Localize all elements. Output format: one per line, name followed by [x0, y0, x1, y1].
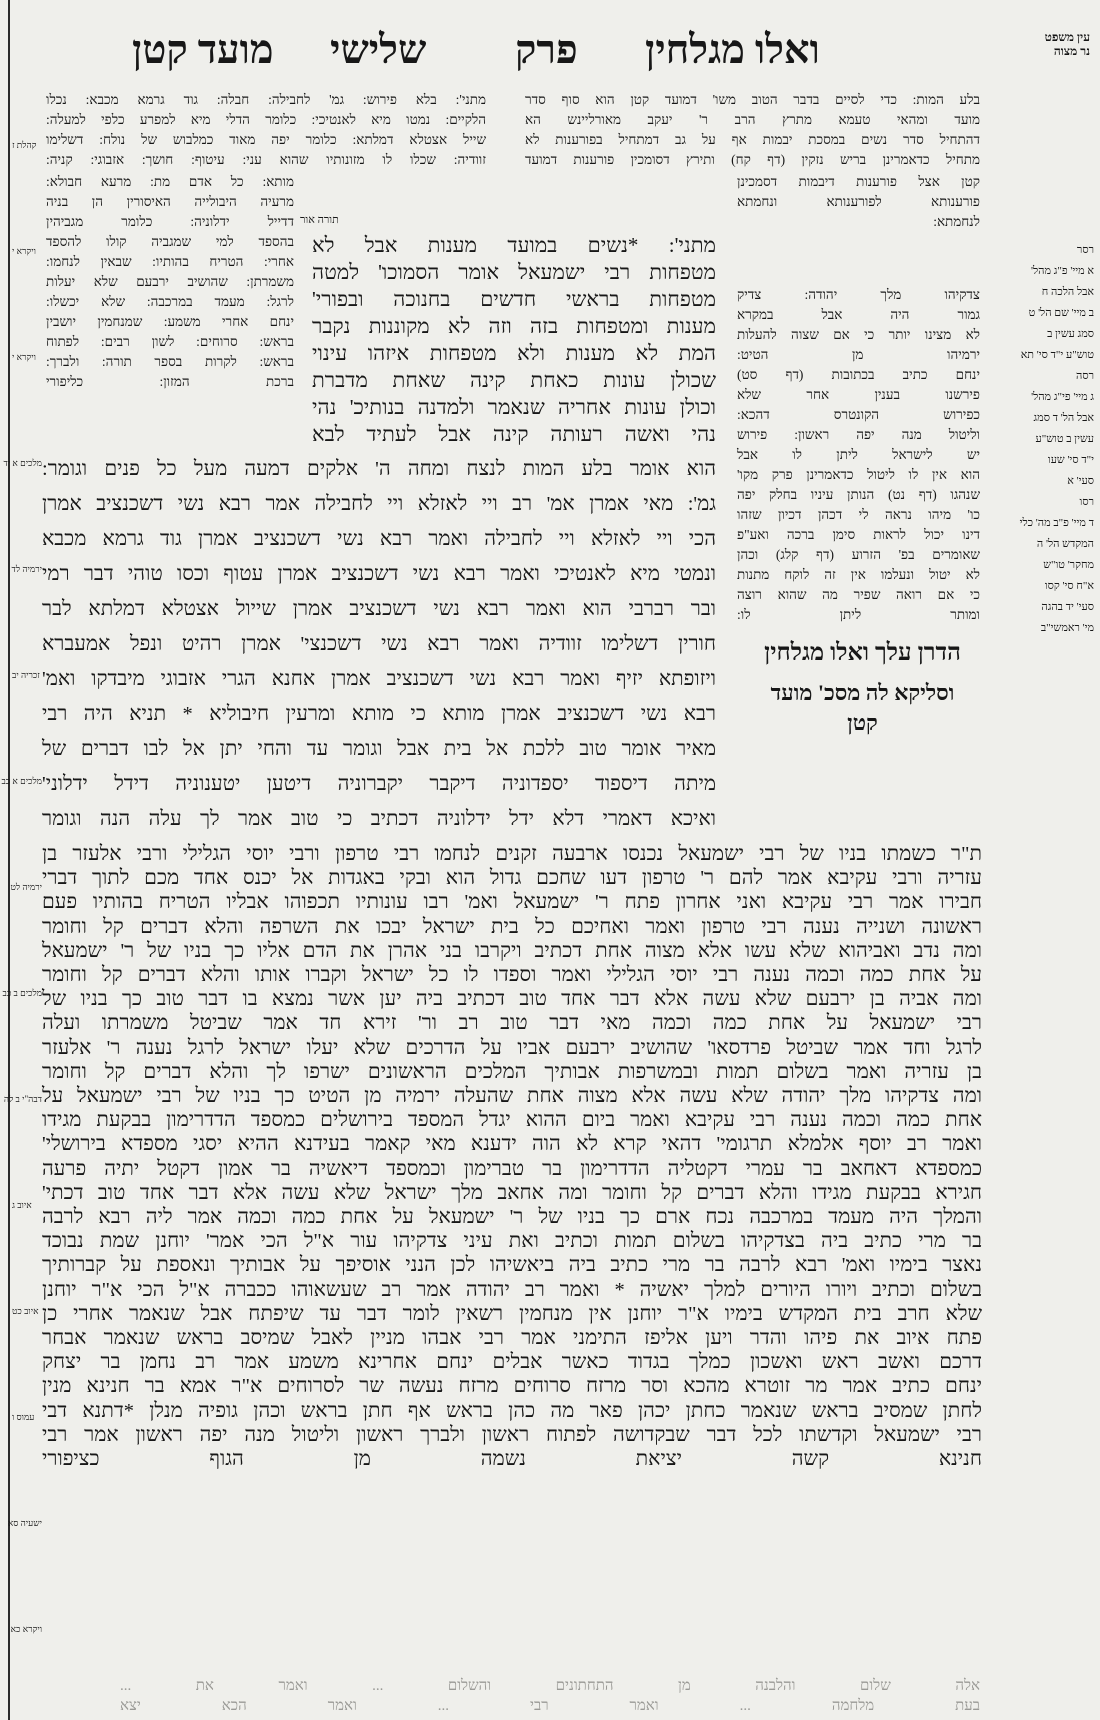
text-line: מטפחות בראשי חדשים בחנוכה ובפורי': [312, 287, 716, 311]
text-line: קטן אצל פורענות דיבמות דסמכינן: [737, 174, 980, 189]
text-line: לרגל וחד אמר שביטל פרדסאו' שהושיב ירבעם אביו על הדרכים שלא יעלו ישראל לרגל נענה ר' אלעזר: [42, 1036, 982, 1059]
text-line: ויקרא י: [12, 352, 36, 362]
text-line: הוא אומר בלע המות לנצח ומחה ה' אלקים דמעה מעל כל פנים וגומר:: [42, 458, 716, 480]
text-line: דינו יכול לראות סימן ברכה ואע"פ: [737, 527, 980, 542]
text-line: דבה"י ב לה: [3, 1094, 42, 1104]
text-line: יש לישראל ליתן לו אבל: [737, 447, 980, 462]
torah-or-label: תורה אור: [300, 214, 339, 226]
text-line: צדקיהו מלך יהודה: צדיק: [737, 287, 980, 302]
text-line: נר מצוה: [1053, 44, 1090, 58]
text-line: לרגל: מעמד במרכבה: שלא יכשלו:: [46, 294, 294, 309]
text-line: חנינא קשה יציאת נשמה מן הגוף כציפורי: [42, 1448, 982, 1471]
text-line: מלכים ב כב: [2, 988, 42, 998]
text-line: בהספד למי שמגביה קולו להספד: [46, 234, 294, 249]
text-line: מלכים א כב: [1, 776, 42, 786]
text-line: איוב כט: [12, 1306, 39, 1316]
text-line: זכריה יב: [12, 670, 40, 680]
text-line: כו' מיהו נראה לי דכהן דכיון שזהו: [737, 507, 980, 522]
text-line: רבא נשי דשכנציב אמרן מותא כי מותא ומרעין חיבוליא * תניא היה רבי: [42, 703, 716, 725]
text-line: דדייל ידלוניה: כלומר מגביהין: [46, 214, 294, 229]
text-line: בשלום וכתיב ויורו היורים למלך יאשיה * ואמר רב יהודה אמר רב שעשאוהו ככברה א"ל הכי א"ר יוחנן: [42, 1278, 982, 1301]
text-line: כמספדא דאחאב בר עמרי דקטליה הדדרימון בר טברימון וכמספד דיאשיה בר אמון דקטל יתיה פרעה: [42, 1157, 982, 1180]
text-line: לנחמתא:: [933, 214, 980, 229]
text-line: בעת מלחמה ... ואמר רבי ... ואמר הכא יצא: [120, 1698, 980, 1714]
text-line: א"ח סי' קסו: [1044, 580, 1094, 592]
text-line: בן עזריה ואמר בשלום תמות ובמשרפות אבותיך המלכים הראשונים ישרפו לך והלא דברים קל וחומר: [42, 1060, 982, 1083]
text-line: מועד ומהאי טעמא מתרץ הרב ר' יעקב מאורליינש הא: [525, 112, 980, 127]
torah-or-references: [1, 92, 42, 1682]
text-line: מלכים א יד: [3, 458, 42, 468]
text-line: ומה אביה בן ירבעם שלא עשה אלא דבר אחד טוב דכתיב ביה יען אשר נמצא בו דבר טוב כך בניו של: [42, 988, 982, 1011]
text-line: לחתן שמסיב בראש שנאמר כחתן יכהן פאר מה כהן בראש אף חתן בראש וכהן גופיה מנלן *דתנא דבי: [42, 1399, 982, 1422]
text-line: כפירוש הקונטרס דהכא:: [737, 407, 980, 422]
text-line: איוב ג: [12, 1200, 32, 1210]
text-line: ראשונה ושנייה נענה רבי טרפון ואמר ואחיכם כל בית ישראל יבכו את השרפה והלא דברים קל וחומר: [42, 915, 982, 938]
text-line: גמ': מאי אמרן אמ' רב ויי לאזלא ויי לחבילה אמר רבא נשי דשכנציב אמרן: [42, 493, 716, 515]
text-line: שנהגו (דף נט) הנותן עיניו בחלק יפה: [737, 487, 980, 502]
text-line: מתחיל כדאמרינן בריש נזקין (דף קח) ותירץ דסומכין פורענות דמועד: [525, 152, 980, 167]
gemara-upper-text: [42, 452, 716, 837]
text-line: ואיכא דאמרי דלא ידל ידלוניה דכתיב כי טוב אמר לך עלה הנה וגומר: [42, 808, 716, 830]
text-line: פתח איוב את פיהו והדר ויען אליפז התימני אמר רבי אבהו מניין לאבל שמיסב בראש שנאמר אבחר: [42, 1327, 982, 1350]
text-line: רסה: [1076, 370, 1094, 382]
left-commentary-top: [46, 90, 486, 170]
text-line: אבל הל' ד סמג: [1033, 412, 1094, 424]
text-line: אחרי: הטריח בהותיו: שבאין לנחמו:: [46, 254, 294, 269]
text-line: גמור היה אבל במקרא: [737, 307, 980, 322]
text-line: דהתחיל סדר נשים במסכת יבמות אף על גב דמתחיל בפורענות לא: [525, 132, 980, 147]
tractate-completion-line-end: קטן: [847, 710, 878, 735]
text-line: ואמר רב יוסף אלמלא תרגומי' דהאי קרא לא הוה ידענא מאי קאמר בעידנא ההיא יסגי מספדא בירושלי': [42, 1133, 982, 1156]
text-line: נהי ואשה רעותה קינה אבל לעתיד לבא: [312, 422, 716, 446]
bleed-through-text: [120, 1676, 980, 1716]
text-line: שכולן עונות כאחת קינה שאחת מדברת: [312, 368, 716, 392]
text-line: הכי ויי לאזלא ויי לחבילה ואמר רבא נשי דשכנציב אמרן גוד גרמא מכבא: [42, 528, 716, 550]
text-line: קהלת ז: [12, 140, 37, 150]
text-line: והמלך היה מעמד במרכבה נכח ארם כך בניו של ר' ישמעאל על אחת כמה וכמה אמר ליה רבא לרבה: [42, 1206, 982, 1229]
text-line: עין משפט: [1044, 30, 1090, 44]
text-line: רבי ישמעאל וקדשתו לכל דבר שבקדושה לפתוח ראשון ולברך ראשון וליטול מנה יפה ראשון אמר רבי: [42, 1423, 982, 1446]
text-line: פורענותא לפורענותא ונחמתא: [737, 194, 980, 209]
right-commentary-narrow: [737, 285, 980, 625]
text-line: חורין דשלימו זוודיה ואמר רבא נשי דשכנצי' אמרן רהיט ונפל אמעברא: [42, 633, 716, 655]
ein-mishpat-title: [990, 30, 1090, 58]
right-commentary-mid: [737, 172, 980, 232]
text-line: טוש"ע י"ד סי' תא: [1020, 349, 1094, 361]
text-line: לא יטול ונעלמו אין זה לוקח מתנות: [737, 567, 980, 582]
text-line: חגירא בבקעת מגידו והלא דברים קל וחומר ומה אחאב מלך ישראל שלא עשה אלא דבר אחד טוב דכתי': [42, 1181, 982, 1204]
text-line: בראש: סרוחים: לשון רבים: לפתוח: [46, 334, 294, 349]
text-line: מותא: כל אדם מת: מרעא חבולא:: [46, 174, 294, 189]
text-line: ג מיי' פי"ג מהל': [1031, 391, 1094, 403]
tractate-completion-line: וסליקא לה מסכ' מועד: [770, 680, 955, 705]
text-line: מתני': בלא פירוש: גמ' לחבילה: חבלה: גוד גרמא מכבא: נכלו: [46, 92, 486, 107]
ein-mishpat-notes: [990, 240, 1094, 639]
text-line: מטפחות רבי ישמעאל אומר הסמוכו' למטה: [312, 260, 716, 284]
text-line: לא מצינו יותר כי אם שצוה להעלות: [737, 327, 980, 342]
text-line: המקדש הל' ה: [1036, 538, 1094, 550]
text-line: על אחת כמה וכמה נענה רבי יוסי הגלילי ואמר וספדו לו כל ישראל וקברו אותו והלא דברים קל וחומר: [42, 964, 982, 987]
header-chapter-word: פרק: [515, 27, 578, 72]
right-commentary-top: [525, 90, 980, 170]
text-line: משמרתן: שהושיב ירבעם שלא יעלות: [46, 274, 294, 289]
gemara-main-text: [42, 842, 982, 1471]
text-line: עמוס ו: [12, 1412, 35, 1422]
left-commentary-narrow: [46, 172, 294, 392]
text-line: ירמיה לט: [10, 882, 42, 892]
text-line: א מיי' פ"ג מהל': [1031, 265, 1094, 277]
text-line: ינחם אחרי משמע: שמנחמין יושבין: [46, 314, 294, 329]
text-line: הלקיים: נמטו מיא לאנטיכי: כלומר הדלי מיא למפרע כלפי למעלה:: [46, 112, 486, 127]
text-line: עשין ב טוש"ע: [1035, 433, 1094, 445]
text-line: ירמיה לד: [11, 564, 42, 574]
mishna-text: [312, 232, 716, 448]
text-line: שלא חרב בית המקדש בימיו א"ר יוחנן אין מנחמין רשאין לומר דבר עד שיפתח אבל שנאמר אחרי כן: [42, 1302, 982, 1325]
text-line: ינחם כתיב בכתובות (דף סט): [737, 367, 980, 382]
text-line: ויקרא י: [12, 246, 36, 256]
text-line: ומותר ליתן לו:: [737, 607, 980, 622]
text-line: ינחם כתיב אמר מר זוטרא מהכא וסר מרזח סרוחים מרזח נעשה שר לסרוחים א"ר אמא בר חנינא מנין: [42, 1375, 982, 1398]
text-line: ד מיי' פ"ב מה' כלי: [1019, 517, 1094, 529]
text-line: סמג עשין ב: [1047, 328, 1094, 340]
text-line: ב מיי' שם הל' ט: [1028, 307, 1094, 319]
text-line: פירשנו בענין אחר שלא: [737, 387, 980, 402]
text-line: ובר רברבי הוא ואמר רבא נשי דשכנציב אמרן שייול אצטלא דמלתא לבר: [42, 598, 716, 620]
header-chapter-number: שלישי: [330, 27, 427, 72]
text-line: שייל אצטלא דמלתא: כלומר יפה מאוד כמלבוש של נולח: דשלימו: [46, 132, 486, 147]
text-line: עזריה ורבי עקיבא אמר להם ר' טרפון דעו שחכם גדול הוא ובקי באגדות אל יכנס אחד מכם לתוך דברי: [42, 867, 982, 890]
text-line: ומה צדקיהו מלך יהודה שלא עשה אלא מצוה אחת שהעלה ירמיה מן הטיט כך בניו של רבי ישמעאל על: [42, 1085, 982, 1108]
text-line: וליטול מנה יפה ראשון: פירוש: [737, 427, 980, 442]
text-line: מרעיה היבולייה האיסורין הן בניה: [46, 194, 294, 209]
text-line: ברכת המזון: כליפורי: [46, 374, 294, 389]
text-line: אחת כמה וכמה נענה רבי עקיבא ואמר ביום ההוא יגדל המספד בירושלים כמספד הדדרימון בבקעת מגידו: [42, 1109, 982, 1132]
text-line: רסר: [1076, 244, 1094, 256]
text-line: מיתה דיספוד יספדוניה דיקבר יקברוניה דיטען יטענוניה דידל ידלוני': [42, 773, 716, 795]
text-line: בראש: לקרות בספר תורה: ולברך:: [46, 354, 294, 369]
text-line: ונמטי מיא לאנטיכי ואמר רבא נשי דשכנציב אמרן עטוף וכסו טוהי דבר רמי: [42, 563, 716, 585]
text-line: סעי' יד בהגה: [1041, 601, 1094, 613]
text-line: סעי' א: [1067, 475, 1094, 487]
text-line: רסו: [1079, 496, 1094, 508]
text-line: דרכם ואשב ראש ואשכון כמלך בגדוד כאשר אבלים ינחם אחרינא משמע אמר רב נחמן בר יצחק: [42, 1351, 982, 1374]
text-line: מאיר אומר טוב ללכת אל בית אבל וגומר עד והחי יתן אל לבו דברים של: [42, 738, 716, 760]
text-line: נאצר בימיו ואמ' רבא לרבה בר מרי כתיב ביה ביאשיהו לכן הנני אוסיפך על אבותיך ונאספת על קברותיך: [42, 1254, 982, 1277]
text-line: זוודיה: שכלו לו מזונותיו שהוא עני: עיטוף: חושך: אזבוגי: קניה:: [46, 152, 486, 167]
text-line: מחקר' טו"ש: [1043, 559, 1094, 571]
text-line: המת לא מענות ולא מטפחות איזהו עינוי: [312, 341, 716, 365]
text-line: הוא אין לו ליטול כדאמרינן פרק מקו': [737, 467, 980, 482]
text-line: אלה שלום והלבנה מן התחתונים והשלום ... ואמר את ...: [120, 1678, 980, 1694]
text-line: רבי ישמעאל על אחת כמה וכמה מאי דבר טוב רב ור' זירא חד אמר שביטל משמרתו ועלה: [42, 1012, 982, 1035]
text-line: שאומרים בפ' הזרוע (דף קלג) וכהן: [737, 547, 980, 562]
text-line: מתני': *נשים במועד מענות אבל לא: [312, 233, 716, 257]
text-line: בר מרי כתיב ביה בצדקיהו בשלום תמות וכתיב ואת עיני צדקיהו עור א"ל הכי אמר' יוחנן שמת נבוכד: [42, 1230, 982, 1253]
text-line: ויקרא כא: [10, 1624, 42, 1634]
header-chapter-name: ואלו מגלחין: [645, 27, 820, 72]
header-tractate: מועד קטן: [132, 27, 274, 72]
text-line: ומה נדב ואביהוא שלא עשו אלא מצוה אחת דכתיב ויקרבו בני אהרן את הדם אליו כך בניו של ר' ישמעאל: [42, 939, 982, 962]
hadran-line: הדרן עלך ואלו מגלחין: [764, 640, 961, 666]
text-line: מענות ומטפחות בזה וזה לא מקוננות נקבר: [312, 314, 716, 338]
text-line: וכולן עונות אחריה שנאמר ולמדנה בנותיכ' נהי: [312, 395, 716, 419]
text-line: חבירו אמר רבי עקיבא ואני אחרון פתח ר' ישמעאל ואמ' רבו עונותיו תכפוהו אבליו הטריח בהותיו פעם: [42, 891, 982, 914]
text-line: ישעיה סא: [7, 1518, 42, 1528]
text-line: כי אם רואה שפיר מה שהוא רוצה: [737, 587, 980, 602]
text-line: ת"ר כשמתו בניו של רבי ישמעאל נכנסו ארבעה זקנים לנחמו רבי טרפון ורבי יוסי הגלילי ורבי אלעזר בן: [42, 843, 982, 865]
text-line: י"ד סי' שעו: [1047, 454, 1094, 466]
text-line: ירמיהו מן הטיט:: [737, 347, 980, 362]
text-line: אבל הלכה ח: [1041, 286, 1094, 298]
text-line: בלע המות: כדי לסיים בדבר הטוב משו' דמועד קטן הוא סוף סדר: [525, 92, 980, 107]
text-line: מי' ראמשי"ב: [1040, 622, 1094, 634]
text-line: ויזופתא יזיף ואמר רבא נשי דשכנציב אמרן אחנא הגרי אזבוגי מיבדקו ואמ': [42, 668, 716, 690]
